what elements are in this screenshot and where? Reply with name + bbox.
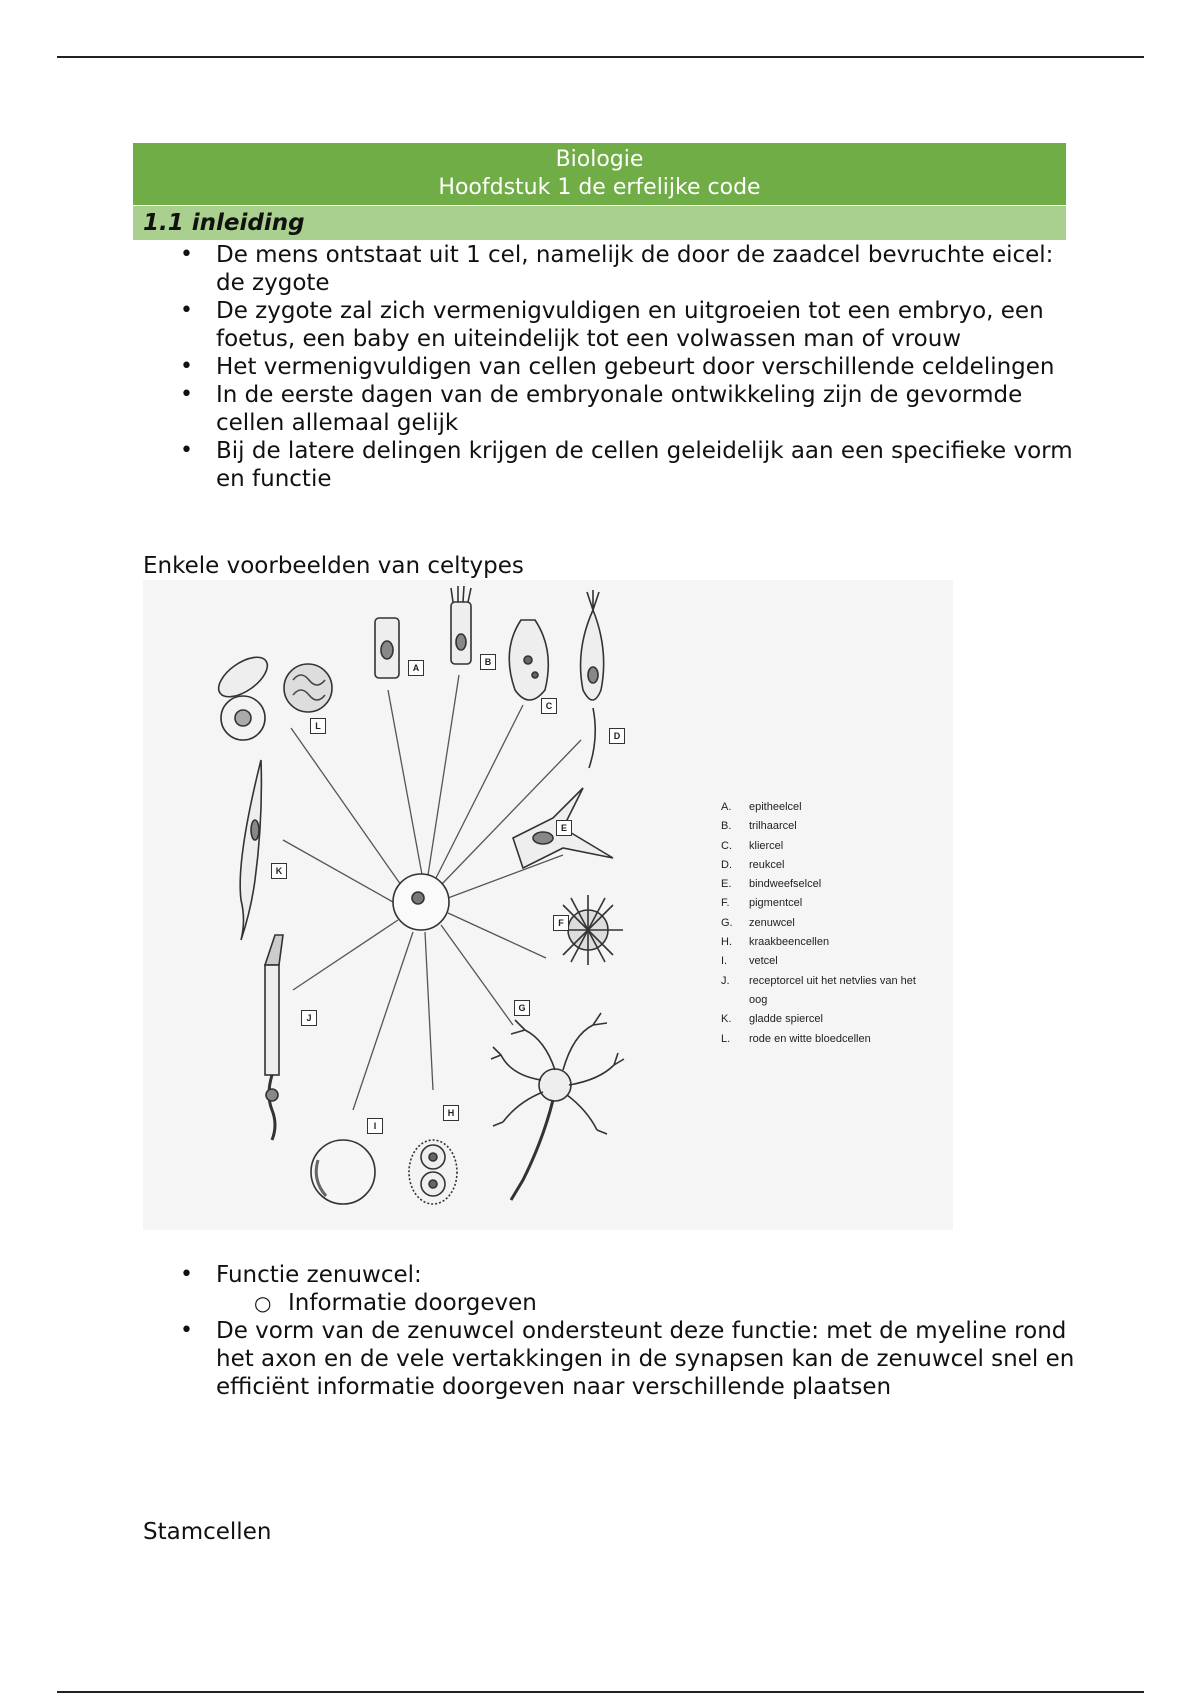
list-item: • De mens ontstaat uit 1 cel, namelijk de door de zaadcel bevruchte eicel: de zygote (180, 242, 1054, 296)
figure-label-k: K (271, 863, 287, 879)
bullet-icon: • (180, 242, 193, 267)
bullet-icon: • (180, 438, 193, 463)
figure-label-a: A (408, 660, 424, 676)
section-heading: 1.1 inleiding (133, 206, 1066, 240)
sub-bullet-icon: ○ (254, 1291, 272, 1315)
legend-item: L. rode en witte bloedcellen (721, 1032, 871, 1045)
legend-item: H. kraakbeencellen (721, 936, 830, 949)
sub-list (216, 1289, 1076, 1317)
list-item: ○ Informatie doorgeven (254, 1290, 537, 1316)
list-item: • Het vermenigvuldigen van cellen gebeurt door verschillende celdelingen (180, 354, 1055, 380)
legend-item: B. trilhaarcel (721, 820, 797, 833)
bottom-rule (57, 1691, 1144, 1693)
bullet-icon: • (180, 354, 193, 379)
legend-item: I. vetcel (721, 955, 778, 968)
legend-item: F. pigmentcel (721, 897, 803, 910)
cell-types-figure (143, 580, 953, 1230)
chapter-title: Hoofdstuk 1 de erfelijke code (438, 175, 761, 200)
bullet-icon: • (180, 1318, 193, 1343)
figure-label-l: L (310, 718, 326, 734)
bullet-icon: • (180, 382, 193, 407)
list-item: • Bij de latere delingen krijgen de cellen geleidelijk aan een specifieke vorm en functie (180, 438, 1073, 492)
legend-item: D. reukcel (721, 858, 785, 871)
figure-label-h: H (443, 1105, 459, 1121)
subject-title: Biologie (555, 147, 644, 172)
legend-item: G. zenuwcel (721, 916, 795, 929)
figure-legend (721, 798, 931, 1049)
figure-label-f: F (553, 915, 569, 931)
figure-label-e: E (556, 820, 572, 836)
figure-label-c: C (541, 698, 557, 714)
bullet-icon: • (180, 1262, 193, 1287)
top-rule (57, 56, 1144, 58)
list-item: • Functie zenuwcel: ○ Informatie doorgeven (133, 1261, 1076, 1317)
function-bullet-list (133, 1261, 1076, 1401)
title-bar (133, 143, 1066, 205)
stem-cells-heading: Stamcellen (143, 1519, 272, 1545)
figure-label-j: J (301, 1010, 317, 1026)
legend-item: C. kliercel (721, 839, 784, 852)
legend-item: A. epitheelcel (721, 801, 802, 813)
intro-bullet-list (133, 241, 1076, 493)
figure-label-i: I (367, 1118, 383, 1134)
list-item: • De vorm van de zenuwcel ondersteunt deze functie: met de myeline rond het axon en de vele vertakkingen in de synapsen kan de zenuwcel snel en efficiënt informatie doorgeven naar verschillende plaatsen (180, 1318, 1075, 1400)
figure-label-d: D (609, 728, 625, 744)
list-item: • In de eerste dagen van de embryonale ontwikkeling zijn de gevormde cellen allemaal gelijk (180, 382, 1023, 436)
legend-item: E. bindweefselcel (721, 878, 822, 891)
legend-item: K. gladde spiercel (721, 1013, 823, 1026)
legend-item: J. receptorcel uit het netvlies van het oog (721, 974, 916, 1006)
figure-label-b: B (480, 654, 496, 670)
list-item: • De zygote zal zich vermenigvuldigen en uitgroeien tot een embryo, een foetus, een baby en uiteindelijk tot een volwassen man of vrouw (180, 298, 1044, 352)
bullet-icon: • (180, 298, 193, 323)
figure-label-g: G (514, 1000, 530, 1016)
examples-heading: Enkele voorbeelden van celtypes (143, 553, 524, 579)
